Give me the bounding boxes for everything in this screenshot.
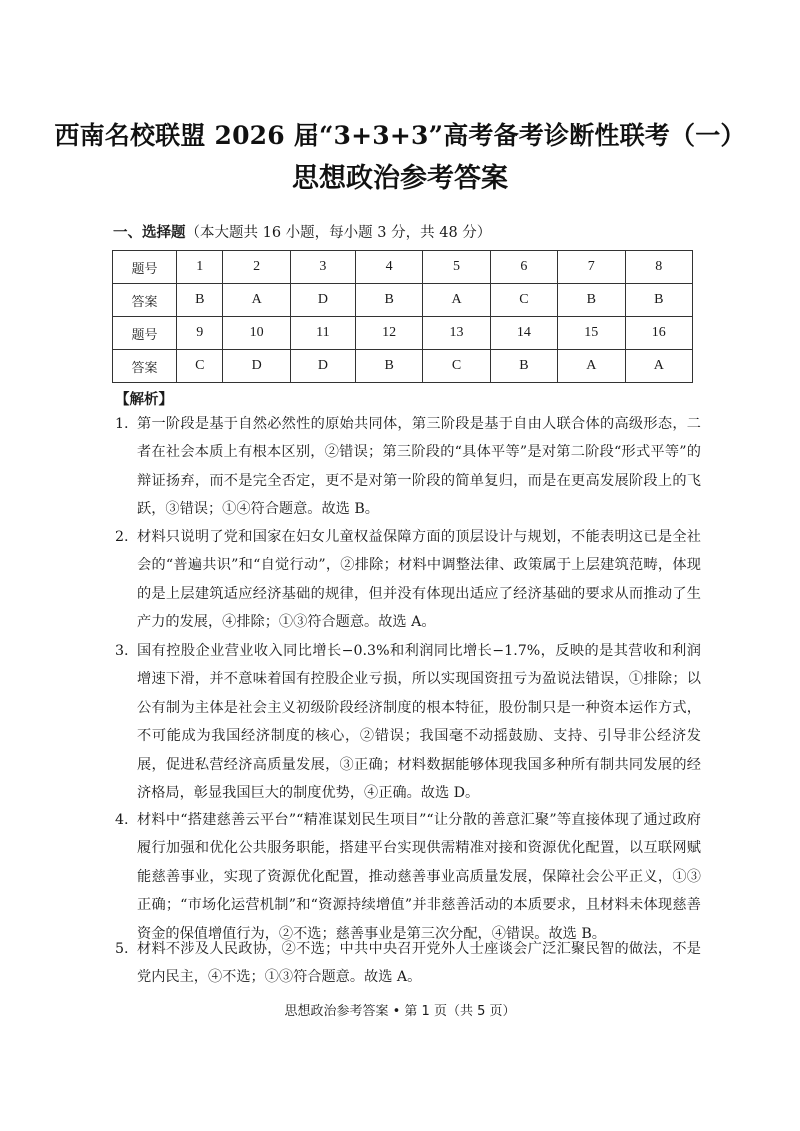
section-note: （本大题共 16 小题，每小题 3 分，共 48 分） xyxy=(185,225,492,241)
question-number: 10 xyxy=(223,317,290,350)
item-number: 2. xyxy=(115,529,129,545)
question-number: 16 xyxy=(625,317,693,350)
question-number: 13 xyxy=(423,317,490,350)
item-text: 国有控股企业营业收入同比增长−0.3%和利润同比增长−1.7%，反映的是其营收和利润增速下滑，并不意味着国有控股企业亏损，所以实现国资扭亏为盈说法错误，①排除；以公有制为主体是社会主义初级阶段经济制度的根本特征，股份制只是一种资本运作方式，不可能成为我国经济制度的核心，②错误；我国毫不动摇鼓励、支持、引导非公经济发展，促进私营经济高质量发展，③正确；材料数据能够体现我国多种所有制共同发展的经济格局，彰显我国巨大的制度优势，④正确。故选 D。 xyxy=(137,643,701,802)
analysis-heading: 【解析】 xyxy=(115,392,173,408)
question-number: 14 xyxy=(490,317,557,350)
answer-cell: B xyxy=(490,350,557,383)
row-label-answer: 答案 xyxy=(113,350,177,383)
answer-cell: B xyxy=(177,284,223,317)
answer-row xyxy=(113,350,693,383)
item-number: 5. xyxy=(115,941,129,957)
question-number: 4 xyxy=(355,251,422,284)
item-number: 4. xyxy=(115,812,129,828)
question-number: 1 xyxy=(177,251,223,284)
question-number: 15 xyxy=(558,317,625,350)
item-number: 1. xyxy=(115,416,129,432)
answer-row xyxy=(113,284,693,317)
item-text: 第一阶段是基于自然必然性的原始共同体，第三阶段是基于自由人联合体的高级形态，二者在社会本质上有根本区别，②错误；第三阶段的“具体平等”是对第二阶段“形式平等”的辩证扬弃，而不是完全否定，更不是对第一阶段的简单复归，而是在更高发展阶段上的飞跃，③错误；①④符合题意。故选 B。 xyxy=(137,416,701,518)
page-footer: 思想政治参考答案 • 第 1 页（共 5 页） xyxy=(284,1004,516,1019)
question-number: 5 xyxy=(423,251,490,284)
question-number: 11 xyxy=(290,317,355,350)
answer-cell: D xyxy=(290,284,355,317)
exam-title: 西南名校联盟 2026 届“3+3+3”高考备考诊断性联考（一） xyxy=(54,121,746,150)
answer-cell: B xyxy=(625,284,693,317)
section-heading xyxy=(113,221,491,242)
item-text: 材料不涉及人民政协，②不选；中共中央召开党外人士座谈会广泛汇聚民智的做法，不是党内民主，④不选；①③符合题意。故选 A。 xyxy=(137,941,701,986)
answer-cell: B xyxy=(355,350,422,383)
answer-cell: A xyxy=(423,284,490,317)
row-label-question: 题号 xyxy=(113,317,177,350)
item-text: 材料中“搭建慈善云平台”“精准谋划民生项目”“让分散的善意汇聚”等直接体现了通过政府履行加强和优化公共服务职能，搭建平台实现供需精准对接和资源优化配置，以互联网赋能慈善事业，实现了资源优化配置，推动慈善事业高质量发展，保障社会公平正义，①③正确；“市场化运营机制”和“资源持续增值”并非慈善活动的本质要求，且材料未体现慈善资金的保值增值行为，②不选；慈善事业是第三次分配，④错误。故选 B。 xyxy=(137,812,701,942)
answer-cell: C xyxy=(177,350,223,383)
item-text: 材料只说明了党和国家在妇女儿童权益保障方面的顶层设计与规划，不能表明这已是全社会的“普遍共识”和“自觉行动”，②排除；材料中调整法律、政策属于上层建筑范畴，体现的是上层建筑适应经济基础的规律，但并没有体现出适应了经济基础的要求从而推动了生产力的发展，④排除；①③符合题意。故选 A。 xyxy=(137,529,701,631)
answer-cell: D xyxy=(223,350,290,383)
question-number: 9 xyxy=(177,317,223,350)
subject-title: 思想政治参考答案 xyxy=(292,163,508,194)
row-label-answer: 答案 xyxy=(113,284,177,317)
answer-cell: A xyxy=(223,284,290,317)
answer-cell: D xyxy=(290,350,355,383)
question-number: 8 xyxy=(625,251,693,284)
answer-cell: A xyxy=(625,350,693,383)
answer-table xyxy=(112,250,693,383)
question-number-row xyxy=(113,317,693,350)
section-label: 一、选择题 xyxy=(113,224,186,241)
item-number: 3. xyxy=(115,643,129,659)
row-label-question: 题号 xyxy=(113,251,177,284)
answer-cell: B xyxy=(355,284,422,317)
question-number: 3 xyxy=(290,251,355,284)
question-number: 7 xyxy=(558,251,625,284)
answer-cell: C xyxy=(423,350,490,383)
question-number: 6 xyxy=(490,251,557,284)
answer-cell: A xyxy=(558,350,625,383)
answer-cell: B xyxy=(558,284,625,317)
question-number: 12 xyxy=(355,317,422,350)
answer-cell: C xyxy=(490,284,557,317)
question-number: 2 xyxy=(223,251,290,284)
question-number-row xyxy=(113,251,693,284)
